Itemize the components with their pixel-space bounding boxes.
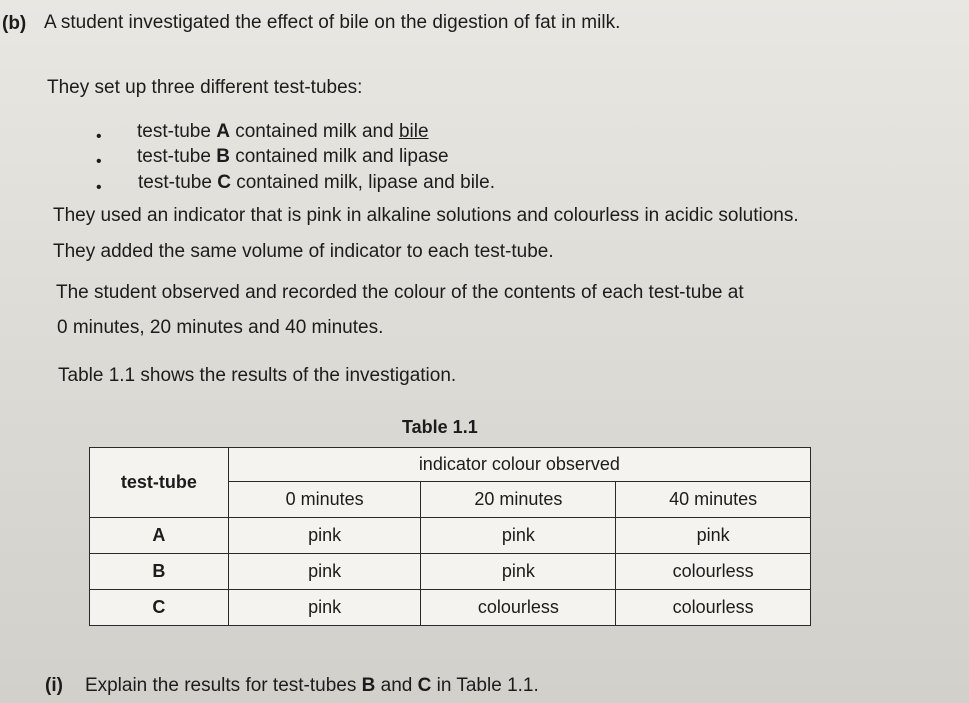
- table-row: [90, 518, 811, 554]
- cell-colour: colourless: [616, 554, 811, 590]
- cell-colour: pink: [421, 554, 616, 590]
- observation-text-2: 0 minutes, 20 minutes and 40 minutes.: [57, 317, 384, 338]
- cell-colour: pink: [228, 590, 421, 626]
- header-0-minutes: 0 minutes: [228, 482, 421, 518]
- list-item-tube-a: test-tube A contained milk and bile: [137, 121, 429, 142]
- table-row: [90, 554, 811, 590]
- bullet-icon: •: [96, 128, 102, 145]
- row-tube-label: C: [90, 590, 229, 626]
- part-label: (b): [2, 13, 27, 34]
- row-tube-label: A: [90, 518, 229, 554]
- list-item-tube-b: test-tube B contained milk and lipase: [137, 146, 449, 167]
- observation-text-1: The student observed and recorded the colour of the contents of each test-tube at: [56, 282, 744, 303]
- header-20-minutes: 20 minutes: [421, 482, 616, 518]
- cell-colour: colourless: [421, 590, 616, 626]
- bullet-icon: •: [96, 153, 102, 170]
- results-table: [89, 447, 811, 626]
- header-test-tube: test-tube: [90, 448, 229, 518]
- indicator-text-1: They used an indicator that is pink in alkaline solutions and colourless in acidic solutions.: [53, 205, 799, 226]
- cell-colour: colourless: [616, 590, 811, 626]
- question-i: (i) Explain the results for test-tubes B and C in Table 1.1.: [45, 675, 539, 696]
- cell-colour: pink: [228, 518, 421, 554]
- bullet-icon: •: [96, 179, 102, 196]
- list-item-tube-c: test-tube C contained milk, lipase and bile.: [138, 172, 495, 193]
- setup-text: They set up three different test-tubes:: [47, 77, 363, 98]
- intro-text: A student investigated the effect of bile on the digestion of fat in milk.: [44, 12, 621, 33]
- cell-colour: pink: [421, 518, 616, 554]
- row-tube-label: B: [90, 554, 229, 590]
- question-number: (i): [45, 675, 63, 696]
- cell-colour: pink: [616, 518, 811, 554]
- header-40-minutes: 40 minutes: [616, 482, 811, 518]
- indicator-text-2: They added the same volume of indicator to each test-tube.: [53, 241, 554, 262]
- cell-colour: pink: [228, 554, 421, 590]
- table-intro-text: Table 1.1 shows the results of the investigation.: [58, 365, 457, 386]
- table-caption: Table 1.1: [402, 417, 478, 437]
- header-indicator-colour: indicator colour observed: [228, 448, 810, 482]
- table-row: [90, 590, 811, 626]
